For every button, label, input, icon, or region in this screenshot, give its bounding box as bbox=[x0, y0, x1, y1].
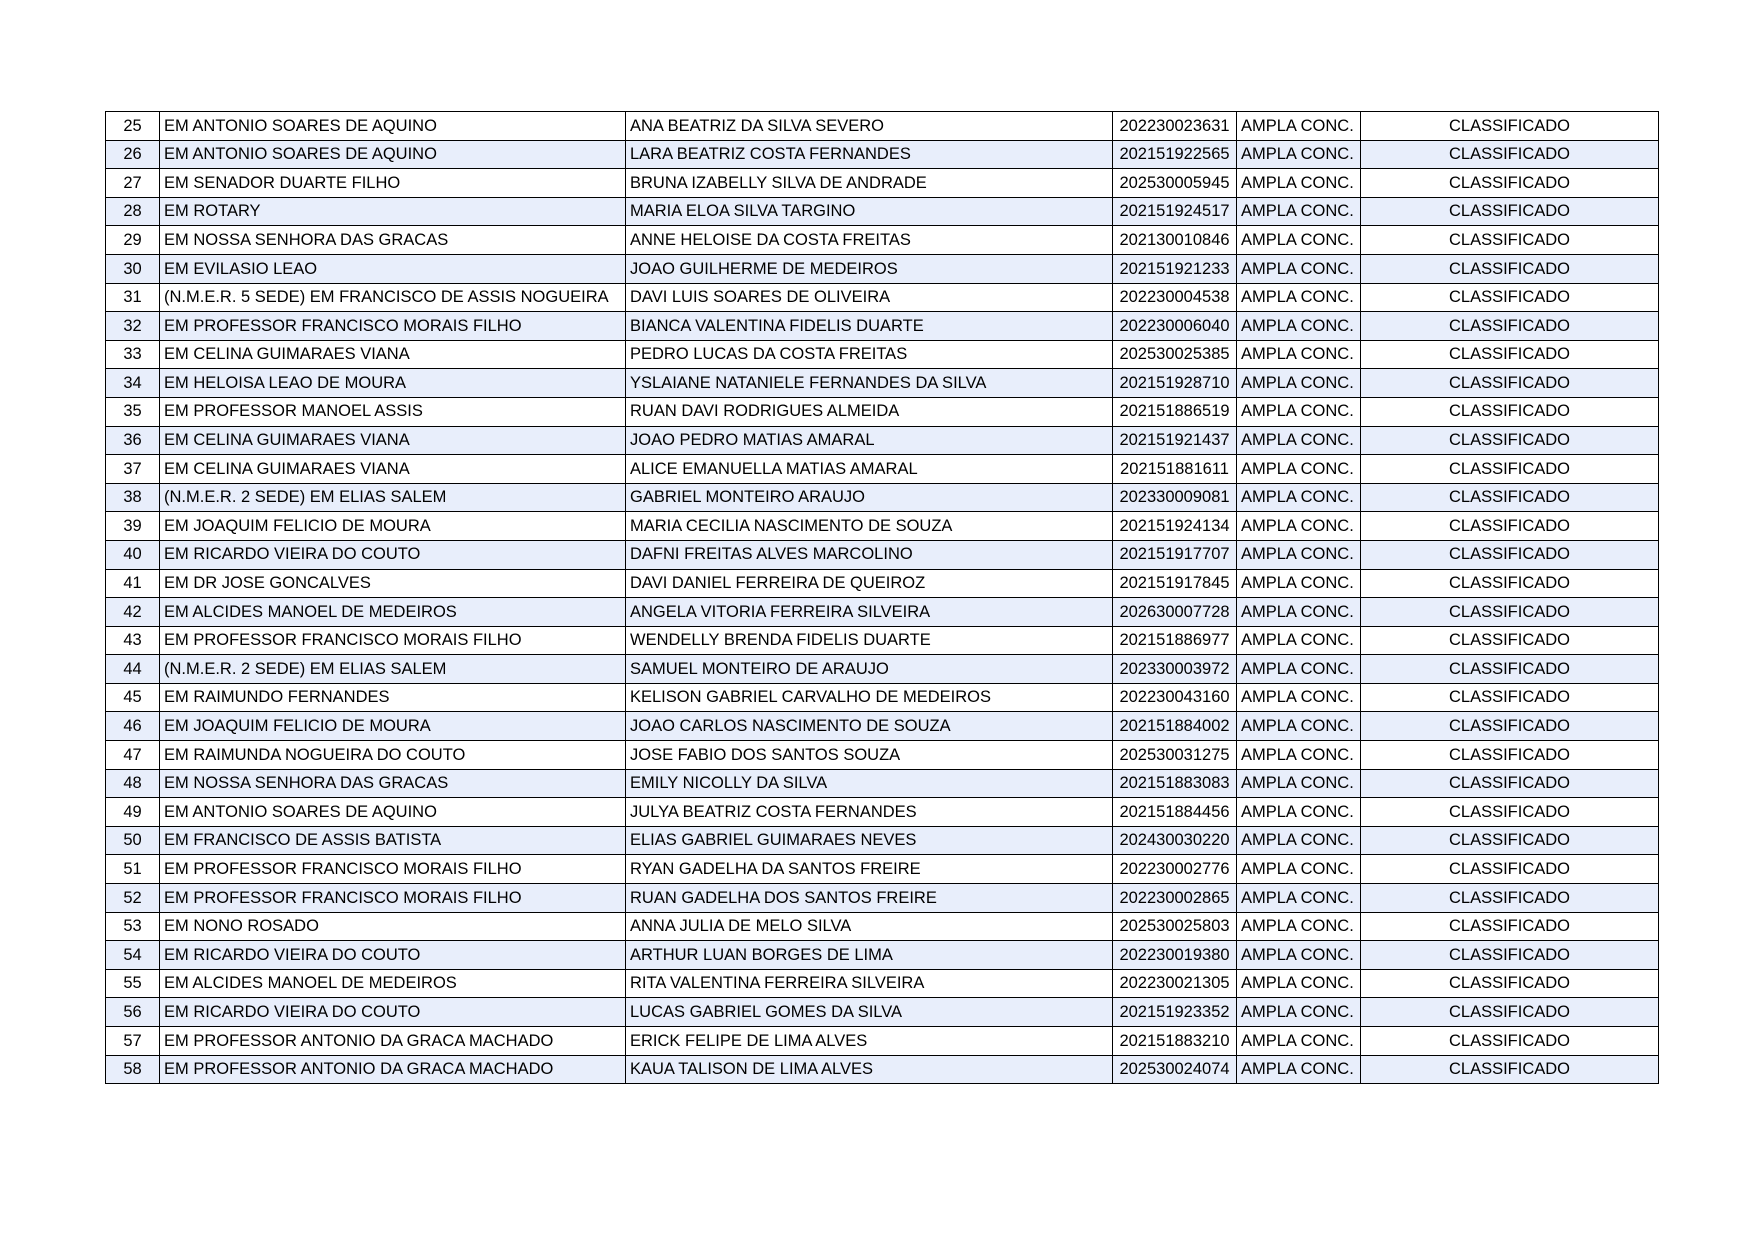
row-number: 54 bbox=[106, 941, 160, 970]
registration-cell: 202230004538 bbox=[1113, 283, 1237, 312]
table-row bbox=[106, 512, 1659, 541]
registration-cell: 202151881611 bbox=[1113, 455, 1237, 484]
student-name-cell: ERICK FELIPE DE LIMA ALVES bbox=[626, 1027, 1113, 1056]
status-cell: CLASSIFICADO bbox=[1361, 426, 1659, 455]
table-row bbox=[106, 540, 1659, 569]
status-cell: CLASSIFICADO bbox=[1361, 655, 1659, 684]
registration-cell: 202151884002 bbox=[1113, 712, 1237, 741]
table-row bbox=[106, 998, 1659, 1027]
registration-cell: 202230002776 bbox=[1113, 855, 1237, 884]
status-cell: CLASSIFICADO bbox=[1361, 397, 1659, 426]
modality-cell: AMPLA CONC. bbox=[1237, 312, 1361, 341]
student-name-cell: KAUA TALISON DE LIMA ALVES bbox=[626, 1055, 1113, 1084]
school-cell: EM ANTONIO SOARES DE AQUINO bbox=[160, 798, 626, 827]
registration-cell: 202151884456 bbox=[1113, 798, 1237, 827]
modality-cell: AMPLA CONC. bbox=[1237, 826, 1361, 855]
student-name-cell: MARIA CECILIA NASCIMENTO DE SOUZA bbox=[626, 512, 1113, 541]
status-cell: CLASSIFICADO bbox=[1361, 598, 1659, 627]
table-row bbox=[106, 1027, 1659, 1056]
status-cell: CLASSIFICADO bbox=[1361, 769, 1659, 798]
modality-cell: AMPLA CONC. bbox=[1237, 426, 1361, 455]
modality-cell: AMPLA CONC. bbox=[1237, 741, 1361, 770]
row-number: 36 bbox=[106, 426, 160, 455]
table-row bbox=[106, 455, 1659, 484]
school-cell: (N.M.E.R. 5 SEDE) EM FRANCISCO DE ASSIS NOGUEIRA bbox=[160, 283, 626, 312]
modality-cell: AMPLA CONC. bbox=[1237, 540, 1361, 569]
student-name-cell: KELISON GABRIEL CARVALHO DE MEDEIROS bbox=[626, 683, 1113, 712]
row-number: 39 bbox=[106, 512, 160, 541]
table-row bbox=[106, 683, 1659, 712]
school-cell: EM ANTONIO SOARES DE AQUINO bbox=[160, 112, 626, 141]
status-cell: CLASSIFICADO bbox=[1361, 540, 1659, 569]
status-cell: CLASSIFICADO bbox=[1361, 312, 1659, 341]
student-name-cell: WENDELLY BRENDA FIDELIS DUARTE bbox=[626, 626, 1113, 655]
registration-cell: 202330003972 bbox=[1113, 655, 1237, 684]
student-name-cell: GABRIEL MONTEIRO ARAUJO bbox=[626, 483, 1113, 512]
row-number: 51 bbox=[106, 855, 160, 884]
row-number: 28 bbox=[106, 197, 160, 226]
row-number: 50 bbox=[106, 826, 160, 855]
table-row bbox=[106, 226, 1659, 255]
modality-cell: AMPLA CONC. bbox=[1237, 1055, 1361, 1084]
modality-cell: AMPLA CONC. bbox=[1237, 655, 1361, 684]
modality-cell: AMPLA CONC. bbox=[1237, 169, 1361, 198]
row-number: 26 bbox=[106, 140, 160, 169]
row-number: 57 bbox=[106, 1027, 160, 1056]
registration-cell: 202151917845 bbox=[1113, 569, 1237, 598]
registration-cell: 202130010846 bbox=[1113, 226, 1237, 255]
row-number: 32 bbox=[106, 312, 160, 341]
school-cell: EM JOAQUIM FELICIO DE MOURA bbox=[160, 712, 626, 741]
modality-cell: AMPLA CONC. bbox=[1237, 626, 1361, 655]
modality-cell: AMPLA CONC. bbox=[1237, 798, 1361, 827]
school-cell: EM NOSSA SENHORA DAS GRACAS bbox=[160, 226, 626, 255]
row-number: 27 bbox=[106, 169, 160, 198]
registration-cell: 202230023631 bbox=[1113, 112, 1237, 141]
modality-cell: AMPLA CONC. bbox=[1237, 912, 1361, 941]
school-cell: EM DR JOSE GONCALVES bbox=[160, 569, 626, 598]
student-name-cell: JULYA BEATRIZ COSTA FERNANDES bbox=[626, 798, 1113, 827]
modality-cell: AMPLA CONC. bbox=[1237, 769, 1361, 798]
table-row bbox=[106, 112, 1659, 141]
table-row bbox=[106, 340, 1659, 369]
registration-cell: 202630007728 bbox=[1113, 598, 1237, 627]
row-number: 56 bbox=[106, 998, 160, 1027]
row-number: 38 bbox=[106, 483, 160, 512]
student-name-cell: EMILY NICOLLY DA SILVA bbox=[626, 769, 1113, 798]
row-number: 44 bbox=[106, 655, 160, 684]
student-name-cell: ALICE EMANUELLA MATIAS AMARAL bbox=[626, 455, 1113, 484]
registration-cell: 202530025803 bbox=[1113, 912, 1237, 941]
row-number: 33 bbox=[106, 340, 160, 369]
modality-cell: AMPLA CONC. bbox=[1237, 226, 1361, 255]
student-name-cell: ANNA JULIA DE MELO SILVA bbox=[626, 912, 1113, 941]
modality-cell: AMPLA CONC. bbox=[1237, 340, 1361, 369]
registration-cell: 202330009081 bbox=[1113, 483, 1237, 512]
registration-cell: 202151924134 bbox=[1113, 512, 1237, 541]
status-cell: CLASSIFICADO bbox=[1361, 969, 1659, 998]
modality-cell: AMPLA CONC. bbox=[1237, 712, 1361, 741]
student-name-cell: JOAO GUILHERME DE MEDEIROS bbox=[626, 254, 1113, 283]
row-number: 52 bbox=[106, 884, 160, 913]
school-cell: EM NONO ROSADO bbox=[160, 912, 626, 941]
modality-cell: AMPLA CONC. bbox=[1237, 683, 1361, 712]
results-table-body bbox=[106, 112, 1659, 1084]
school-cell: EM RICARDO VIEIRA DO COUTO bbox=[160, 998, 626, 1027]
student-name-cell: DAVI DANIEL FERREIRA DE QUEIROZ bbox=[626, 569, 1113, 598]
table-row bbox=[106, 169, 1659, 198]
student-name-cell: BRUNA IZABELLY SILVA DE ANDRADE bbox=[626, 169, 1113, 198]
table-row bbox=[106, 712, 1659, 741]
registration-cell: 202151917707 bbox=[1113, 540, 1237, 569]
row-number: 43 bbox=[106, 626, 160, 655]
school-cell: EM ALCIDES MANOEL DE MEDEIROS bbox=[160, 598, 626, 627]
row-number: 49 bbox=[106, 798, 160, 827]
table-row bbox=[106, 741, 1659, 770]
registration-cell: 202230019380 bbox=[1113, 941, 1237, 970]
table-row bbox=[106, 626, 1659, 655]
row-number: 34 bbox=[106, 369, 160, 398]
school-cell: EM FRANCISCO DE ASSIS BATISTA bbox=[160, 826, 626, 855]
student-name-cell: DAVI LUIS SOARES DE OLIVEIRA bbox=[626, 283, 1113, 312]
table-row bbox=[106, 283, 1659, 312]
student-name-cell: RYAN GADELHA DA SANTOS FREIRE bbox=[626, 855, 1113, 884]
status-cell: CLASSIFICADO bbox=[1361, 998, 1659, 1027]
modality-cell: AMPLA CONC. bbox=[1237, 197, 1361, 226]
school-cell: EM SENADOR DUARTE FILHO bbox=[160, 169, 626, 198]
registration-cell: 202151886519 bbox=[1113, 397, 1237, 426]
table-row bbox=[106, 569, 1659, 598]
registration-cell: 202230006040 bbox=[1113, 312, 1237, 341]
school-cell: EM PROFESSOR FRANCISCO MORAIS FILHO bbox=[160, 855, 626, 884]
row-number: 29 bbox=[106, 226, 160, 255]
school-cell: EM CELINA GUIMARAES VIANA bbox=[160, 426, 626, 455]
registration-cell: 202151883083 bbox=[1113, 769, 1237, 798]
row-number: 58 bbox=[106, 1055, 160, 1084]
row-number: 37 bbox=[106, 455, 160, 484]
student-name-cell: ANA BEATRIZ DA SILVA SEVERO bbox=[626, 112, 1113, 141]
school-cell: EM PROFESSOR FRANCISCO MORAIS FILHO bbox=[160, 312, 626, 341]
table-row bbox=[106, 941, 1659, 970]
school-cell: (N.M.E.R. 2 SEDE) EM ELIAS SALEM bbox=[160, 483, 626, 512]
registration-cell: 202151886977 bbox=[1113, 626, 1237, 655]
registration-cell: 202230002865 bbox=[1113, 884, 1237, 913]
school-cell: EM ANTONIO SOARES DE AQUINO bbox=[160, 140, 626, 169]
status-cell: CLASSIFICADO bbox=[1361, 884, 1659, 913]
table-row bbox=[106, 197, 1659, 226]
school-cell: EM RICARDO VIEIRA DO COUTO bbox=[160, 941, 626, 970]
modality-cell: AMPLA CONC. bbox=[1237, 455, 1361, 484]
modality-cell: AMPLA CONC. bbox=[1237, 855, 1361, 884]
status-cell: CLASSIFICADO bbox=[1361, 826, 1659, 855]
table-row bbox=[106, 769, 1659, 798]
table-row bbox=[106, 655, 1659, 684]
registration-cell: 202151883210 bbox=[1113, 1027, 1237, 1056]
school-cell: EM PROFESSOR MANOEL ASSIS bbox=[160, 397, 626, 426]
table-row bbox=[106, 369, 1659, 398]
school-cell: EM RAIMUNDO FERNANDES bbox=[160, 683, 626, 712]
row-number: 46 bbox=[106, 712, 160, 741]
registration-cell: 202151928710 bbox=[1113, 369, 1237, 398]
table-row bbox=[106, 912, 1659, 941]
student-name-cell: JOAO PEDRO MATIAS AMARAL bbox=[626, 426, 1113, 455]
school-cell: EM CELINA GUIMARAES VIANA bbox=[160, 340, 626, 369]
student-name-cell: ANNE HELOISE DA COSTA FREITAS bbox=[626, 226, 1113, 255]
modality-cell: AMPLA CONC. bbox=[1237, 884, 1361, 913]
status-cell: CLASSIFICADO bbox=[1361, 626, 1659, 655]
status-cell: CLASSIFICADO bbox=[1361, 912, 1659, 941]
student-name-cell: ARTHUR LUAN BORGES DE LIMA bbox=[626, 941, 1113, 970]
status-cell: CLASSIFICADO bbox=[1361, 741, 1659, 770]
table-row bbox=[106, 397, 1659, 426]
registration-cell: 202151923352 bbox=[1113, 998, 1237, 1027]
school-cell: EM RAIMUNDA NOGUEIRA DO COUTO bbox=[160, 741, 626, 770]
table-row bbox=[106, 483, 1659, 512]
row-number: 47 bbox=[106, 741, 160, 770]
status-cell: CLASSIFICADO bbox=[1361, 283, 1659, 312]
student-name-cell: YSLAIANE NATANIELE FERNANDES DA SILVA bbox=[626, 369, 1113, 398]
status-cell: CLASSIFICADO bbox=[1361, 855, 1659, 884]
status-cell: CLASSIFICADO bbox=[1361, 798, 1659, 827]
row-number: 40 bbox=[106, 540, 160, 569]
status-cell: CLASSIFICADO bbox=[1361, 340, 1659, 369]
registration-cell: 202430030220 bbox=[1113, 826, 1237, 855]
results-sheet bbox=[105, 111, 1658, 1084]
student-name-cell: MARIA ELOA SILVA TARGINO bbox=[626, 197, 1113, 226]
status-cell: CLASSIFICADO bbox=[1361, 941, 1659, 970]
student-name-cell: LUCAS GABRIEL GOMES DA SILVA bbox=[626, 998, 1113, 1027]
student-name-cell: RITA VALENTINA FERREIRA SILVEIRA bbox=[626, 969, 1113, 998]
registration-cell: 202230043160 bbox=[1113, 683, 1237, 712]
school-cell: EM EVILASIO LEAO bbox=[160, 254, 626, 283]
student-name-cell: RUAN GADELHA DOS SANTOS FREIRE bbox=[626, 884, 1113, 913]
row-number: 35 bbox=[106, 397, 160, 426]
table-row bbox=[106, 798, 1659, 827]
table-row bbox=[106, 969, 1659, 998]
modality-cell: AMPLA CONC. bbox=[1237, 254, 1361, 283]
status-cell: CLASSIFICADO bbox=[1361, 512, 1659, 541]
modality-cell: AMPLA CONC. bbox=[1237, 969, 1361, 998]
modality-cell: AMPLA CONC. bbox=[1237, 112, 1361, 141]
table-row bbox=[106, 140, 1659, 169]
status-cell: CLASSIFICADO bbox=[1361, 1055, 1659, 1084]
school-cell: EM PROFESSOR ANTONIO DA GRACA MACHADO bbox=[160, 1027, 626, 1056]
modality-cell: AMPLA CONC. bbox=[1237, 140, 1361, 169]
table-row bbox=[106, 826, 1659, 855]
table-row bbox=[106, 884, 1659, 913]
status-cell: CLASSIFICADO bbox=[1361, 683, 1659, 712]
school-cell: EM ALCIDES MANOEL DE MEDEIROS bbox=[160, 969, 626, 998]
status-cell: CLASSIFICADO bbox=[1361, 169, 1659, 198]
status-cell: CLASSIFICADO bbox=[1361, 1027, 1659, 1056]
school-cell: EM ROTARY bbox=[160, 197, 626, 226]
modality-cell: AMPLA CONC. bbox=[1237, 283, 1361, 312]
status-cell: CLASSIFICADO bbox=[1361, 254, 1659, 283]
status-cell: CLASSIFICADO bbox=[1361, 369, 1659, 398]
school-cell: EM CELINA GUIMARAES VIANA bbox=[160, 455, 626, 484]
school-cell: EM JOAQUIM FELICIO DE MOURA bbox=[160, 512, 626, 541]
table-row bbox=[106, 426, 1659, 455]
row-number: 55 bbox=[106, 969, 160, 998]
status-cell: CLASSIFICADO bbox=[1361, 112, 1659, 141]
school-cell: EM PROFESSOR FRANCISCO MORAIS FILHO bbox=[160, 884, 626, 913]
registration-cell: 202530024074 bbox=[1113, 1055, 1237, 1084]
table-row bbox=[106, 855, 1659, 884]
school-cell: EM RICARDO VIEIRA DO COUTO bbox=[160, 540, 626, 569]
results-table bbox=[105, 111, 1659, 1084]
registration-cell: 202151922565 bbox=[1113, 140, 1237, 169]
row-number: 41 bbox=[106, 569, 160, 598]
status-cell: CLASSIFICADO bbox=[1361, 455, 1659, 484]
registration-cell: 202530025385 bbox=[1113, 340, 1237, 369]
table-row bbox=[106, 254, 1659, 283]
row-number: 30 bbox=[106, 254, 160, 283]
school-cell: EM PROFESSOR FRANCISCO MORAIS FILHO bbox=[160, 626, 626, 655]
modality-cell: AMPLA CONC. bbox=[1237, 369, 1361, 398]
table-row bbox=[106, 1055, 1659, 1084]
student-name-cell: LARA BEATRIZ COSTA FERNANDES bbox=[626, 140, 1113, 169]
modality-cell: AMPLA CONC. bbox=[1237, 998, 1361, 1027]
school-cell: (N.M.E.R. 2 SEDE) EM ELIAS SALEM bbox=[160, 655, 626, 684]
student-name-cell: SAMUEL MONTEIRO DE ARAUJO bbox=[626, 655, 1113, 684]
student-name-cell: RUAN DAVI RODRIGUES ALMEIDA bbox=[626, 397, 1113, 426]
row-number: 25 bbox=[106, 112, 160, 141]
row-number: 42 bbox=[106, 598, 160, 627]
status-cell: CLASSIFICADO bbox=[1361, 226, 1659, 255]
modality-cell: AMPLA CONC. bbox=[1237, 483, 1361, 512]
registration-cell: 202151921233 bbox=[1113, 254, 1237, 283]
registration-cell: 202530005945 bbox=[1113, 169, 1237, 198]
status-cell: CLASSIFICADO bbox=[1361, 569, 1659, 598]
table-row bbox=[106, 598, 1659, 627]
modality-cell: AMPLA CONC. bbox=[1237, 941, 1361, 970]
row-number: 45 bbox=[106, 683, 160, 712]
modality-cell: AMPLA CONC. bbox=[1237, 512, 1361, 541]
student-name-cell: BIANCA VALENTINA FIDELIS DUARTE bbox=[626, 312, 1113, 341]
row-number: 48 bbox=[106, 769, 160, 798]
modality-cell: AMPLA CONC. bbox=[1237, 1027, 1361, 1056]
school-cell: EM NOSSA SENHORA DAS GRACAS bbox=[160, 769, 626, 798]
student-name-cell: PEDRO LUCAS DA COSTA FREITAS bbox=[626, 340, 1113, 369]
table-row bbox=[106, 312, 1659, 341]
school-cell: EM HELOISA LEAO DE MOURA bbox=[160, 369, 626, 398]
student-name-cell: DAFNI FREITAS ALVES MARCOLINO bbox=[626, 540, 1113, 569]
student-name-cell: ELIAS GABRIEL GUIMARAES NEVES bbox=[626, 826, 1113, 855]
status-cell: CLASSIFICADO bbox=[1361, 140, 1659, 169]
student-name-cell: ANGELA VITORIA FERREIRA SILVEIRA bbox=[626, 598, 1113, 627]
modality-cell: AMPLA CONC. bbox=[1237, 569, 1361, 598]
status-cell: CLASSIFICADO bbox=[1361, 483, 1659, 512]
registration-cell: 202530031275 bbox=[1113, 741, 1237, 770]
status-cell: CLASSIFICADO bbox=[1361, 197, 1659, 226]
modality-cell: AMPLA CONC. bbox=[1237, 397, 1361, 426]
row-number: 53 bbox=[106, 912, 160, 941]
school-cell: EM PROFESSOR ANTONIO DA GRACA MACHADO bbox=[160, 1055, 626, 1084]
student-name-cell: JOAO CARLOS NASCIMENTO DE SOUZA bbox=[626, 712, 1113, 741]
row-number: 31 bbox=[106, 283, 160, 312]
registration-cell: 202230021305 bbox=[1113, 969, 1237, 998]
registration-cell: 202151921437 bbox=[1113, 426, 1237, 455]
status-cell: CLASSIFICADO bbox=[1361, 712, 1659, 741]
registration-cell: 202151924517 bbox=[1113, 197, 1237, 226]
modality-cell: AMPLA CONC. bbox=[1237, 598, 1361, 627]
student-name-cell: JOSE FABIO DOS SANTOS SOUZA bbox=[626, 741, 1113, 770]
